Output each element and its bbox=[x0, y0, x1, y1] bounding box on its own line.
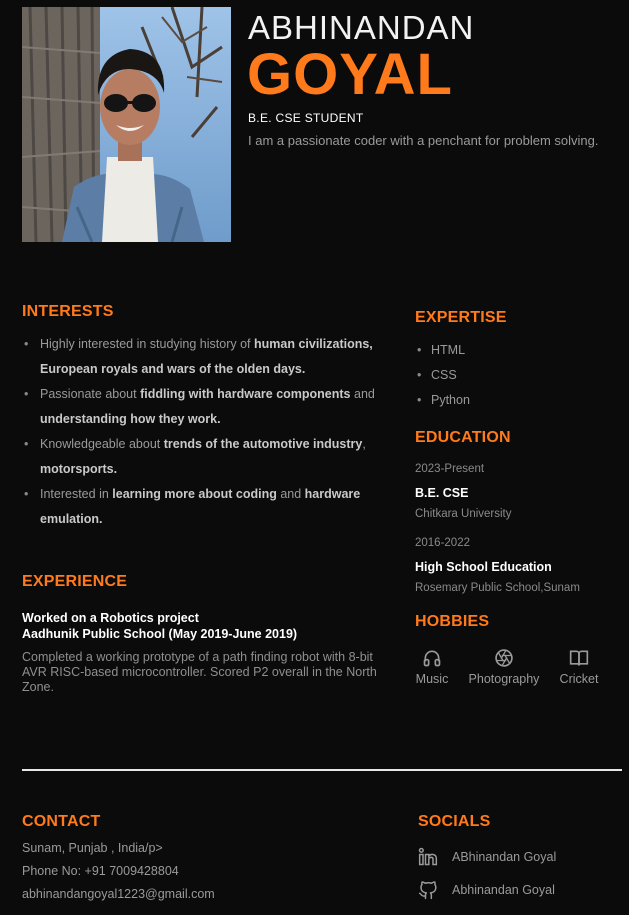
social-linkedin[interactable] bbox=[418, 847, 556, 867]
tagline: I am a passionate coder with a penchant for problem solving. bbox=[248, 133, 599, 148]
first-name: ABHINANDAN bbox=[248, 9, 475, 46]
experience-description: Completed a working prototype of a path finding robot with 8-bit AVR RISC-based microcontroller. Scored P2 overall in the North Zone. bbox=[22, 650, 377, 694]
expertise-title: EXPERTISE bbox=[415, 309, 507, 326]
profile-photo bbox=[22, 7, 231, 242]
socials-title: SOCIALS bbox=[418, 813, 491, 830]
social-label[interactable]: Abhinandan Goyal bbox=[452, 883, 555, 897]
role-title: B.E. CSE STUDENT bbox=[248, 111, 364, 125]
experience-project: Worked on a Robotics project bbox=[22, 611, 199, 625]
interest-item: • Interested in learning more about coding and hardware emulation. bbox=[22, 482, 382, 532]
experience-school: Aadhunik Public School (May 2019-June 2019) bbox=[22, 627, 298, 641]
skill-item: • Python bbox=[415, 388, 470, 413]
interest-item: • Passionate about fiddling with hardware components and understanding how they work. bbox=[22, 382, 382, 432]
hobby-label: Cricket bbox=[559, 672, 599, 686]
education-title: EDUCATION bbox=[415, 429, 511, 446]
aperture-icon bbox=[494, 648, 514, 668]
social-github[interactable] bbox=[418, 880, 555, 900]
hobby-photography bbox=[465, 648, 543, 686]
experience-title: EXPERIENCE bbox=[22, 573, 128, 590]
contact-phone: Phone No: +91 7009428804 bbox=[22, 864, 179, 878]
last-name: GOYAL bbox=[247, 42, 453, 107]
education-degree: B.E. CSE bbox=[415, 486, 469, 500]
hobby-cricket bbox=[556, 648, 602, 686]
education-years: 2023-Present bbox=[415, 463, 485, 475]
interest-item: • Highly interested in studying history of human civilizations, European royals and wars of the olden days. bbox=[22, 332, 382, 382]
headphones-icon bbox=[422, 648, 442, 668]
contact-email: abhinandangoyal1223@gmail.com bbox=[22, 887, 215, 901]
hobby-music bbox=[412, 648, 452, 686]
book-icon bbox=[569, 648, 589, 668]
social-label[interactable]: ABhinandan Goyal bbox=[452, 850, 557, 864]
linkedin-icon bbox=[418, 847, 438, 867]
experience-heading bbox=[22, 610, 297, 642]
contact-address: Sunam, Punjab , India/p> bbox=[22, 841, 163, 855]
skill-item: • CSS bbox=[415, 363, 470, 388]
hobby-label: Photography bbox=[468, 672, 540, 686]
interests-list bbox=[22, 332, 382, 532]
education-institution: Rosemary Public School,Sunam bbox=[415, 582, 580, 594]
education-years: 2016-2022 bbox=[415, 537, 470, 549]
github-icon bbox=[418, 880, 438, 900]
contact-title: CONTACT bbox=[22, 813, 101, 830]
hobbies-title: HOBBIES bbox=[415, 613, 490, 630]
education-degree: High School Education bbox=[415, 560, 552, 574]
interest-item: • Knowledgeable about trends of the automotive industry, motorsports. bbox=[22, 432, 382, 482]
expertise-list bbox=[415, 338, 470, 413]
skill-item: • HTML bbox=[415, 338, 470, 363]
hobby-label: Music bbox=[415, 672, 449, 686]
interests-title: INTERESTS bbox=[22, 303, 114, 320]
section-divider bbox=[22, 769, 622, 771]
education-institution: Chitkara University bbox=[415, 508, 512, 520]
